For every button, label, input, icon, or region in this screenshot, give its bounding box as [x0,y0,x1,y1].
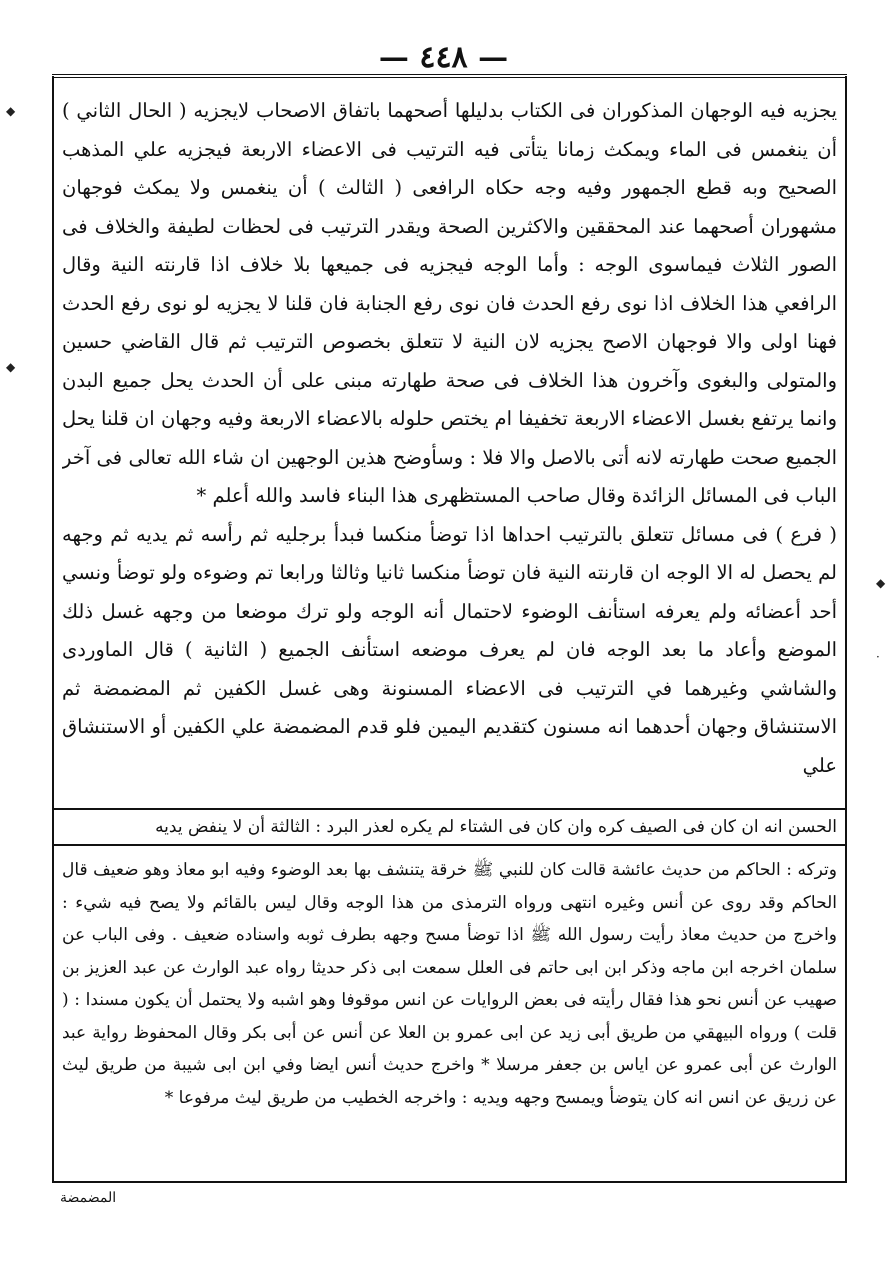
frame-bottom-rule [52,1181,847,1183]
main-paragraph-1: يجزيه فيه الوجهان المذكوران فى الكتاب بدليلها أصحهما باتفاق الاصحاب لايجزيه ( الحال الثاني ) أن ينغمس فى الماء ويمكث زمانا يتأتى فيه الترتيب فى الاعضاء الاربعة فيجزيه علي المذهب الصحيح وبه قطع الجمهور وفيه وجه حكاه الرافعى ( الثالث ) أن ينغمس ولا يمكث فوجهان مشهوران أصحهما عند المحققين والاكثرين الصحة ويقدر الترتيب فى لحظات لطيفة والخلاف فى الصور الثلاث فيماسوى الوجه : وأما الوجه فيجزيه فى جميعها بلا خلاف اذا قارنته النية وقال الرافعي هذا الخلاف اذا نوى رفع الحدث فان نوى رفع الجنابة فان قلنا لا يجزيه لو نوى رفع الحدث فهنا اولى والا فوجهان الاصح يجزيه لان النية لا تتعلق بخصوص الترتيب ثم قال القاضي حسين والمتولى والبغوى وآخرون هذا الخلاف فى صحة طهارته مبنى على أن الحدث يحل جميع البدن وانما يرتفع بغسل الاعضاء الاربعة تخفيفا ام يختص حلوله بالاعضاء الاربعة وفيه وجهان ان قلنا يحل الجميع صحت طهارته لانه أتى بالاصل والا فلا : وسأوضح هذين الوجهين ان شاء الله تعالى فى آخر الباب فى المسائل الزائدة وقال صاحب المستظهرى هذا البناء فاسد والله أعلم * [62,99,837,507]
footnote-separator-bottom [52,844,847,846]
main-text [62,92,837,807]
catchword: المضمضة [60,1190,117,1206]
main-paragraph-2: ( فرع ) فى مسائل تتعلق بالترتيب احداها اذا توضأ منكسا فبدأ برجليه ثم رأسه ثم يديه ثم وجهه لم يحصل له الا الوجه ان قارنته النية فان توضأ منكسا ثانيا وثالثا ورابعا تم وضوءه ولو توضأ ونسي أحد أعضائه ولم يعرفه استأنف الوضوء لاحتمال أنه الوجه ولو ترك موضعا من وجهه غسل ذلك الموضع وأعاد ما بعد الوجه فان لم يعرف موضعه استأنف الجميع ( الثانية ) قال الماوردى والشاشي وغيرهما في الترتيب فى الاعضاء المسنونة وهى غسل الكفين ثم المضمضة ثم الاستنشاق وجهان أحدهما انه مسنون كتقديم اليمين فلو قدم المضمضة علي الكفين أو الاستنشاق علي [62,522,837,777]
page-number: — ٤٤٨ — [378,40,509,75]
margin-mark: ◆ [6,104,16,118]
carry-over-line: الحسن انه ان كان فى الصيف كره وان كان فى الشتاء لم يكره لعذر البرد : الثالثة أن لا ينفض يديه [155,817,837,837]
footnote-paragraph-1: وتركه : الحاكم من حديث عائشة قالت كان للنبي ﷺ خرقة يتنشف بها بعد الوضوء وفيه ابو معاذ وهو ضعيف قال الحاكم وقد روى عن أنس وغيره انتهى ورواه الترمذى من هذا الوجه وقال ليس بالقائم ولا يصح فيه شيء : واخرج من حديث معاذ رأيت رسول الله ﷺ اذا توضأ مسح وجهه بطرف ثوبه واسناده ضعيف . وفى الباب عن سلمان اخرجه ابن ماجه وذكر ابن ابى حاتم فى العلل سمعت ابى ذكر حديثا رواه عبد الوارث عن عبد العزيز بن صهيب عن أنس نحو هذا فقال رأيته فى بعض الروايات عن انس موقوفا وهو اشبه ولا يحتمل أن يكون مسندا : ( قلت ) ورواه البيهقي من طريق أبى زيد عن ابى عمرو بن العلا عن أنس عن أبى بكر وقال المحفوظ رواية عبد الوارث عن أبى عمرو عن اياس بن جعفر مرسلا * واخرج حديث أنس ايضا وفي ابن ابى شيبة من طريق ليث عن زريق عن انس انه كان يتوضأ ويمسح وجهه ويديه : واخرجه الخطيب من طريق ليث مرفوعا * [62,860,837,1108]
footnote-text [62,854,837,1179]
margin-mark: ◆ [876,576,886,590]
margin-mark: · [876,650,880,664]
margin-mark: ◆ [6,360,16,374]
